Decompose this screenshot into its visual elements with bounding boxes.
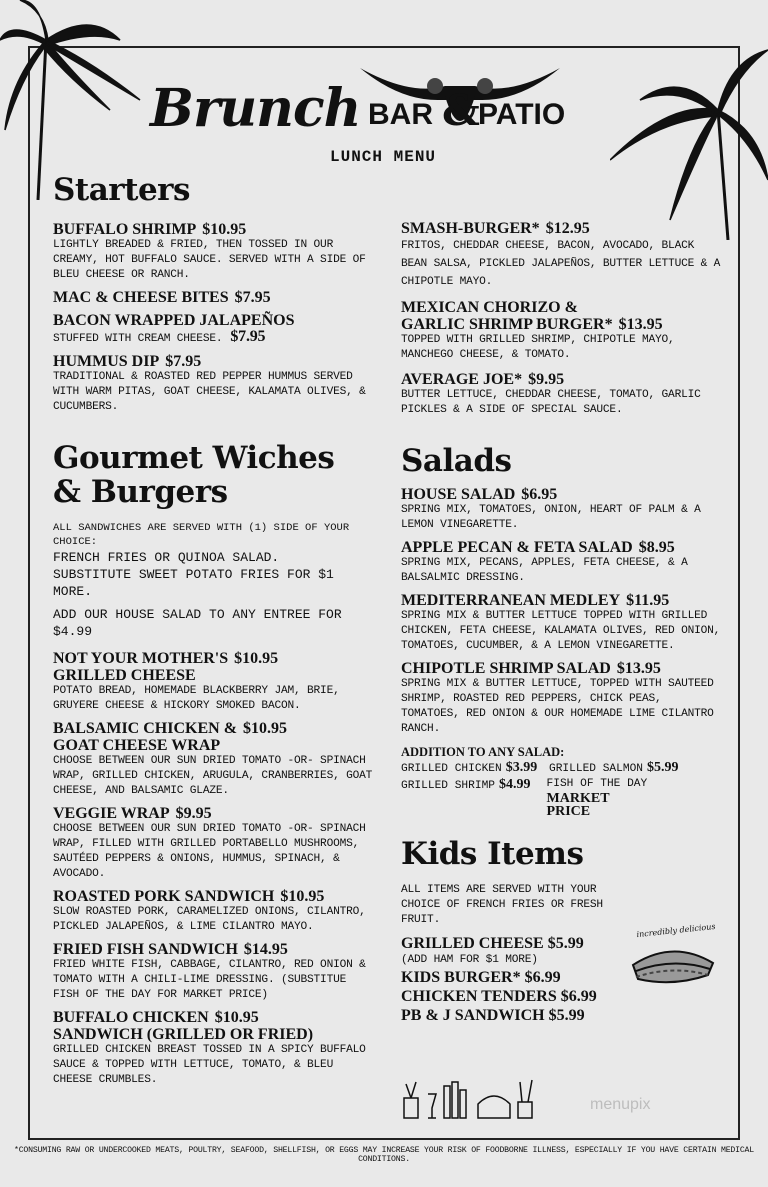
menu-item: HUMMUS DIP $7.95 TRADITIONAL & ROASTED RED PEPPER HUMMUS SERVED WITH WARM PITAS, GOAT CHEESE, KALAMATA OLIVES, & CUCUMBERS.	[53, 353, 366, 413]
kitchen-items-icon	[398, 1064, 548, 1120]
menu-item: MAC & CHEESE BITES $7.95	[53, 289, 271, 306]
left-column	[53, 170, 373, 1088]
kids-item: PB & J SANDWICH $5.99	[401, 1007, 585, 1024]
right-column	[401, 220, 721, 1025]
section-title-kids: Kids Items	[401, 836, 584, 872]
sandwich-badge: incredibly delicious	[628, 926, 724, 996]
kids-item-note: (ADD HAM FOR $1 MORE)	[401, 954, 538, 966]
sandwich-substitute: SUBSTITUTE SWEET POTATO FRIES FOR $1 MORE.	[53, 567, 334, 599]
kids-item: KIDS BURGER* $6.99	[401, 969, 561, 986]
menu-item: NOT YOUR MOTHER'S $10.95 GRILLED CHEESE POTATO BREAD, HOMEMADE BLACKBERRY JAM, BRIE, GRUYERE CHEESE & HICKORY SMOKED BACON.	[53, 650, 340, 712]
menu-subtitle: LUNCH MENU	[330, 148, 437, 166]
menu-item: VEGGIE WRAP $9.95 CHOOSE BETWEEN OUR SUN DRIED TOMATO -OR- SPINACH WRAP, FILLED WITH GRILLED PORTABELLO MUSHROOMS, SAUTÉED PEPPERS & ONIONS, HUMMUS, SPINACH, & AVOCADO.	[53, 805, 366, 880]
brand-name: Brunch	[150, 78, 361, 139]
sandwich-note: ALL SANDWICHES ARE SERVED WITH (1) SIDE OF YOUR CHOICE:	[53, 522, 350, 548]
food-safety-disclaimer: *CONSUMING RAW OR UNDERCOOKED MEATS, POULTRY, SEAFOOD, SHELLFISH, OR EGGS MAY INCREASE YOUR RISK OF FOODBORNE ILLNESS, ESPECIALLY IF YOU HAVE CERTAIN MEDICAL CONDITIONS.	[14, 1146, 754, 1164]
menu-item: BUFFALO SHRIMP $10.95 LIGHTLY BREADED & FRIED, THEN TOSSED IN OUR CREAMY, HOT BUFFALO SAUCE. SERVED WITH A SIDE OF BLEU CHEESE OR RANCH.	[53, 221, 366, 281]
palm-right-icon	[610, 40, 768, 240]
kids-note: ALL ITEMS ARE SERVED WITH YOUR CHOICE OF FRENCH FRIES OR FRESH FRUIT.	[401, 884, 603, 926]
menu-item: BACON WRAPPED JALAPEÑOS STUFFED WITH CREAM CHEESE. $7.95	[53, 312, 295, 345]
kids-item: GRILLED CHEESE $5.99	[401, 935, 584, 952]
menu-item: BALSAMIC CHICKEN & $10.95 GOAT CHEESE WRAP CHOOSE BETWEEN OUR SUN DRIED TOMATO -OR- SPINACH WRAP, GRILLED CHICKEN, ARUGULA, CRANBERRIES, GOAT CHEESE, AND BALSAMIC GLAZE.	[53, 720, 373, 797]
sandwich-sides: FRENCH FRIES OR QUINOA SALAD.	[53, 550, 280, 565]
menu-item: BUFFALO CHICKEN $10.95 SANDWICH (GRILLED OR FRIED) GRILLED CHICKEN BREAST TOSSED IN A SPICY BUFFALO SAUCE & TOPPED WITH LETTUCE, TOMATO, & BLEU CHEESE CRUMBLES.	[53, 1009, 366, 1086]
menu-item: MEDITERRANEAN MEDLEY $11.95 SPRING MIX & BUTTER LETTUCE TOPPED WITH GRILLED CHICKEN, FETA CHEESE, KALAMATA OLIVES, RED ONION, TOMATOES, CUCUMBER, & A LEMON VINEGARETTE.	[401, 592, 721, 652]
section-title-starters: Starters	[53, 172, 190, 208]
salad-addition-row: GRILLED CHICKEN $3.99 GRILLED SALMON $5.99	[401, 760, 679, 775]
menu-item: FRIED FISH SANDWICH $14.95 FRIED WHITE FISH, CABBAGE, CILANTRO, RED ONION & TOMATO WITH A CHILI-LIME DRESSING. (SUBSTITUE FISH OF THE DAY FOR MARKET PRICE)	[53, 941, 366, 1001]
sandwich-icon	[628, 935, 718, 991]
section-title-wiches: Gourmet Wiches & Burgers	[53, 440, 335, 510]
section-title-salads: Salads	[401, 443, 512, 479]
menu-item: MEXICAN CHORIZO & GARLIC SHRIMP BURGER* $13.95 TOPPED WITH GRILLED SHRIMP, CHIPOTLE MAYO, MANCHEGO CHEESE, & TOMATO.	[401, 299, 675, 361]
menu-item: SMASH-BURGER* $12.95 FRITOS, CHEDDAR CHEESE, BACON, AVOCADO, BLACK BEAN SALSA, PICKLED JALAPEÑOS, BUTTER LETTUCE & A CHIPOTLE MAYO.	[401, 220, 721, 288]
menu-item: AVERAGE JOE* $9.95 BUTTER LETTUCE, CHEDDAR CHEESE, TOMATO, GARLIC PICKLES & A SIDE OF SPECIAL SAUCE.	[401, 371, 701, 416]
house-salad-addon: ADD OUR HOUSE SALAD TO ANY ENTREE FOR $4.99	[53, 607, 342, 639]
brand-bar: BAR	[368, 98, 433, 131]
salad-additions-title: ADDITION TO ANY SALAD:	[401, 745, 565, 759]
menu-item: ROASTED PORK SANDWICH $10.95 SLOW ROASTED PORK, CARAMELIZED ONIONS, CILANTRO, PICKLED JALAPEÑOS, & LIME CILANTRO MAYO.	[53, 888, 366, 933]
menu-item: APPLE PECAN & FETA SALAD $8.95 SPRING MIX, PECANS, APPLES, FETA CHEESE, & A BALSALMIC DRESSING.	[401, 539, 688, 584]
menu-item: HOUSE SALAD $6.95 SPRING MIX, TOMATOES, ONION, HEART OF PALM & A LEMON VINEGARETTE.	[401, 486, 701, 531]
watermark: menupix	[590, 1096, 651, 1113]
kids-item: CHICKEN TENDERS $6.99	[401, 988, 597, 1005]
brand-ampersand: &	[442, 86, 480, 135]
brand-patio: PATIO	[478, 98, 566, 131]
salad-addition-row: GRILLED SHRIMP $4.99 FISH OF THE DAY MARKET PRICE	[401, 777, 648, 819]
menu-item: CHIPOTLE SHRIMP SALAD $13.95 SPRING MIX & BUTTER LETTUCE, TOPPED WITH SAUTEED SHRIMP, ROASTED RED PEPPERS, CHICK PEAS, TOMATOES, RED ONION & OUR HOMEMADE LIME CILANTRO RANCH.	[401, 660, 714, 735]
